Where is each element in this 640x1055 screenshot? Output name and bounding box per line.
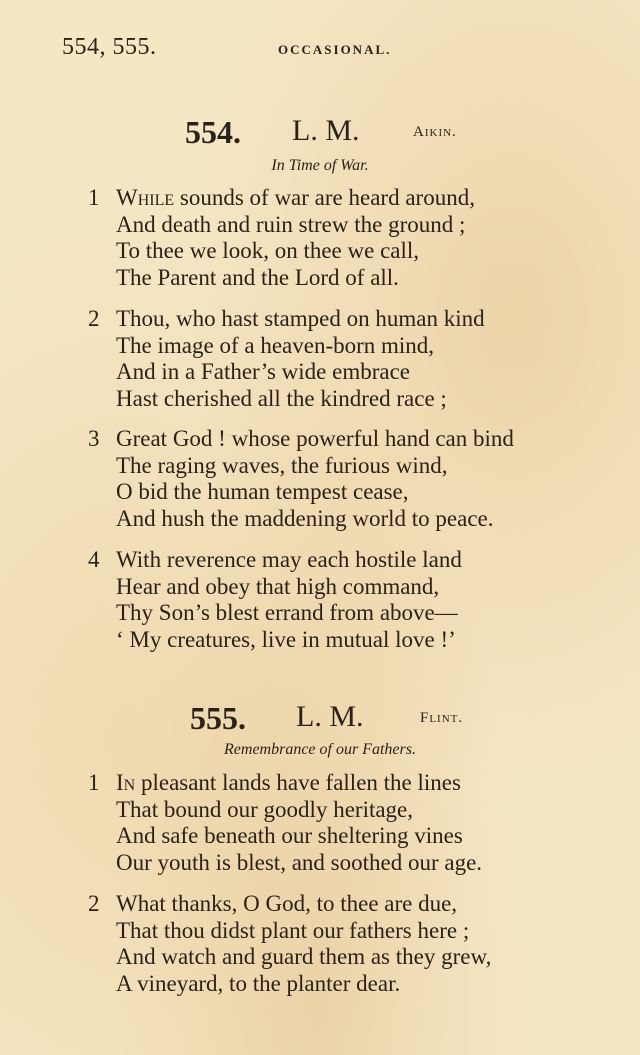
- hymn-554-heading: [0, 114, 640, 150]
- verse-line: Thou, who hast stamped on human kind: [116, 306, 485, 331]
- verse-line: What thanks, O God, to thee are due,: [116, 891, 458, 916]
- page-numbers: 554, 555.: [62, 34, 157, 60]
- verse-line: A vineyard, to the planter dear.: [116, 971, 401, 996]
- verse-line: O bid the human tempest cease,: [116, 479, 409, 504]
- verse-line: Thy Son’s blest errand from above—: [116, 600, 458, 625]
- verse-line: The Parent and the Lord of all.: [116, 265, 399, 290]
- stanza-number: 3: [88, 426, 100, 451]
- verse-line: To thee we look, on thee we call,: [116, 238, 420, 263]
- verse-line: And death and ruin strew the ground ;: [116, 212, 466, 237]
- hymn-555-heading: [0, 700, 640, 736]
- stanza-number: 2: [88, 891, 100, 916]
- hymn-number: 555.: [190, 700, 246, 736]
- hymn-meter: L. M.: [292, 114, 360, 147]
- verse-line: Hast cherished all the kindred race ;: [116, 386, 447, 411]
- verse-line: And watch and guard them as they grew,: [116, 944, 492, 969]
- verse-line: That thou didst plant our fathers here ;: [116, 918, 470, 943]
- stanza-number: 2: [88, 306, 100, 331]
- drop-word: In: [116, 770, 136, 795]
- verse-line: And hush the maddening world to peace.: [116, 506, 494, 531]
- verse-line: That bound our goodly heritage,: [116, 797, 414, 822]
- stanza-number: 4: [88, 547, 100, 572]
- hymn-tune: Aikin.: [413, 124, 457, 140]
- verse-line: The raging waves, the furious wind,: [116, 453, 448, 478]
- hymn-subtitle: In Time of War.: [271, 157, 369, 174]
- verse-line: ‘ My creatures, live in mutual love !’: [116, 627, 456, 652]
- stanza-number: 1: [88, 185, 100, 210]
- stanza-number: 1: [88, 770, 100, 795]
- drop-word: While: [116, 185, 175, 210]
- running-head: [62, 34, 600, 64]
- verse-line: Our youth is blest, and soothed our age.: [116, 850, 483, 875]
- hymn-tune: Flint.: [420, 710, 464, 726]
- hymn-meter: L. M.: [296, 700, 364, 733]
- verse-line: And in a Father’s wide embrace: [116, 359, 411, 384]
- section-title: OCCASIONAL.: [278, 42, 392, 57]
- verse-line: The image of a heaven-born mind,: [116, 333, 435, 358]
- verse-line: Hear and obey that high command,: [116, 574, 440, 599]
- verse-line: Great God ! whose powerful hand can bind: [116, 426, 514, 451]
- verse-line: And safe beneath our sheltering vines: [116, 823, 463, 848]
- verse-line: While sounds of war are heard around,: [116, 185, 475, 210]
- hymn-number: 554.: [185, 114, 241, 150]
- hymn-subtitle: Remembrance of our Fathers.: [224, 741, 416, 758]
- verse-line: With reverence may each hostile land: [116, 547, 462, 572]
- verse-line: In pleasant lands have fallen the lines: [116, 770, 461, 795]
